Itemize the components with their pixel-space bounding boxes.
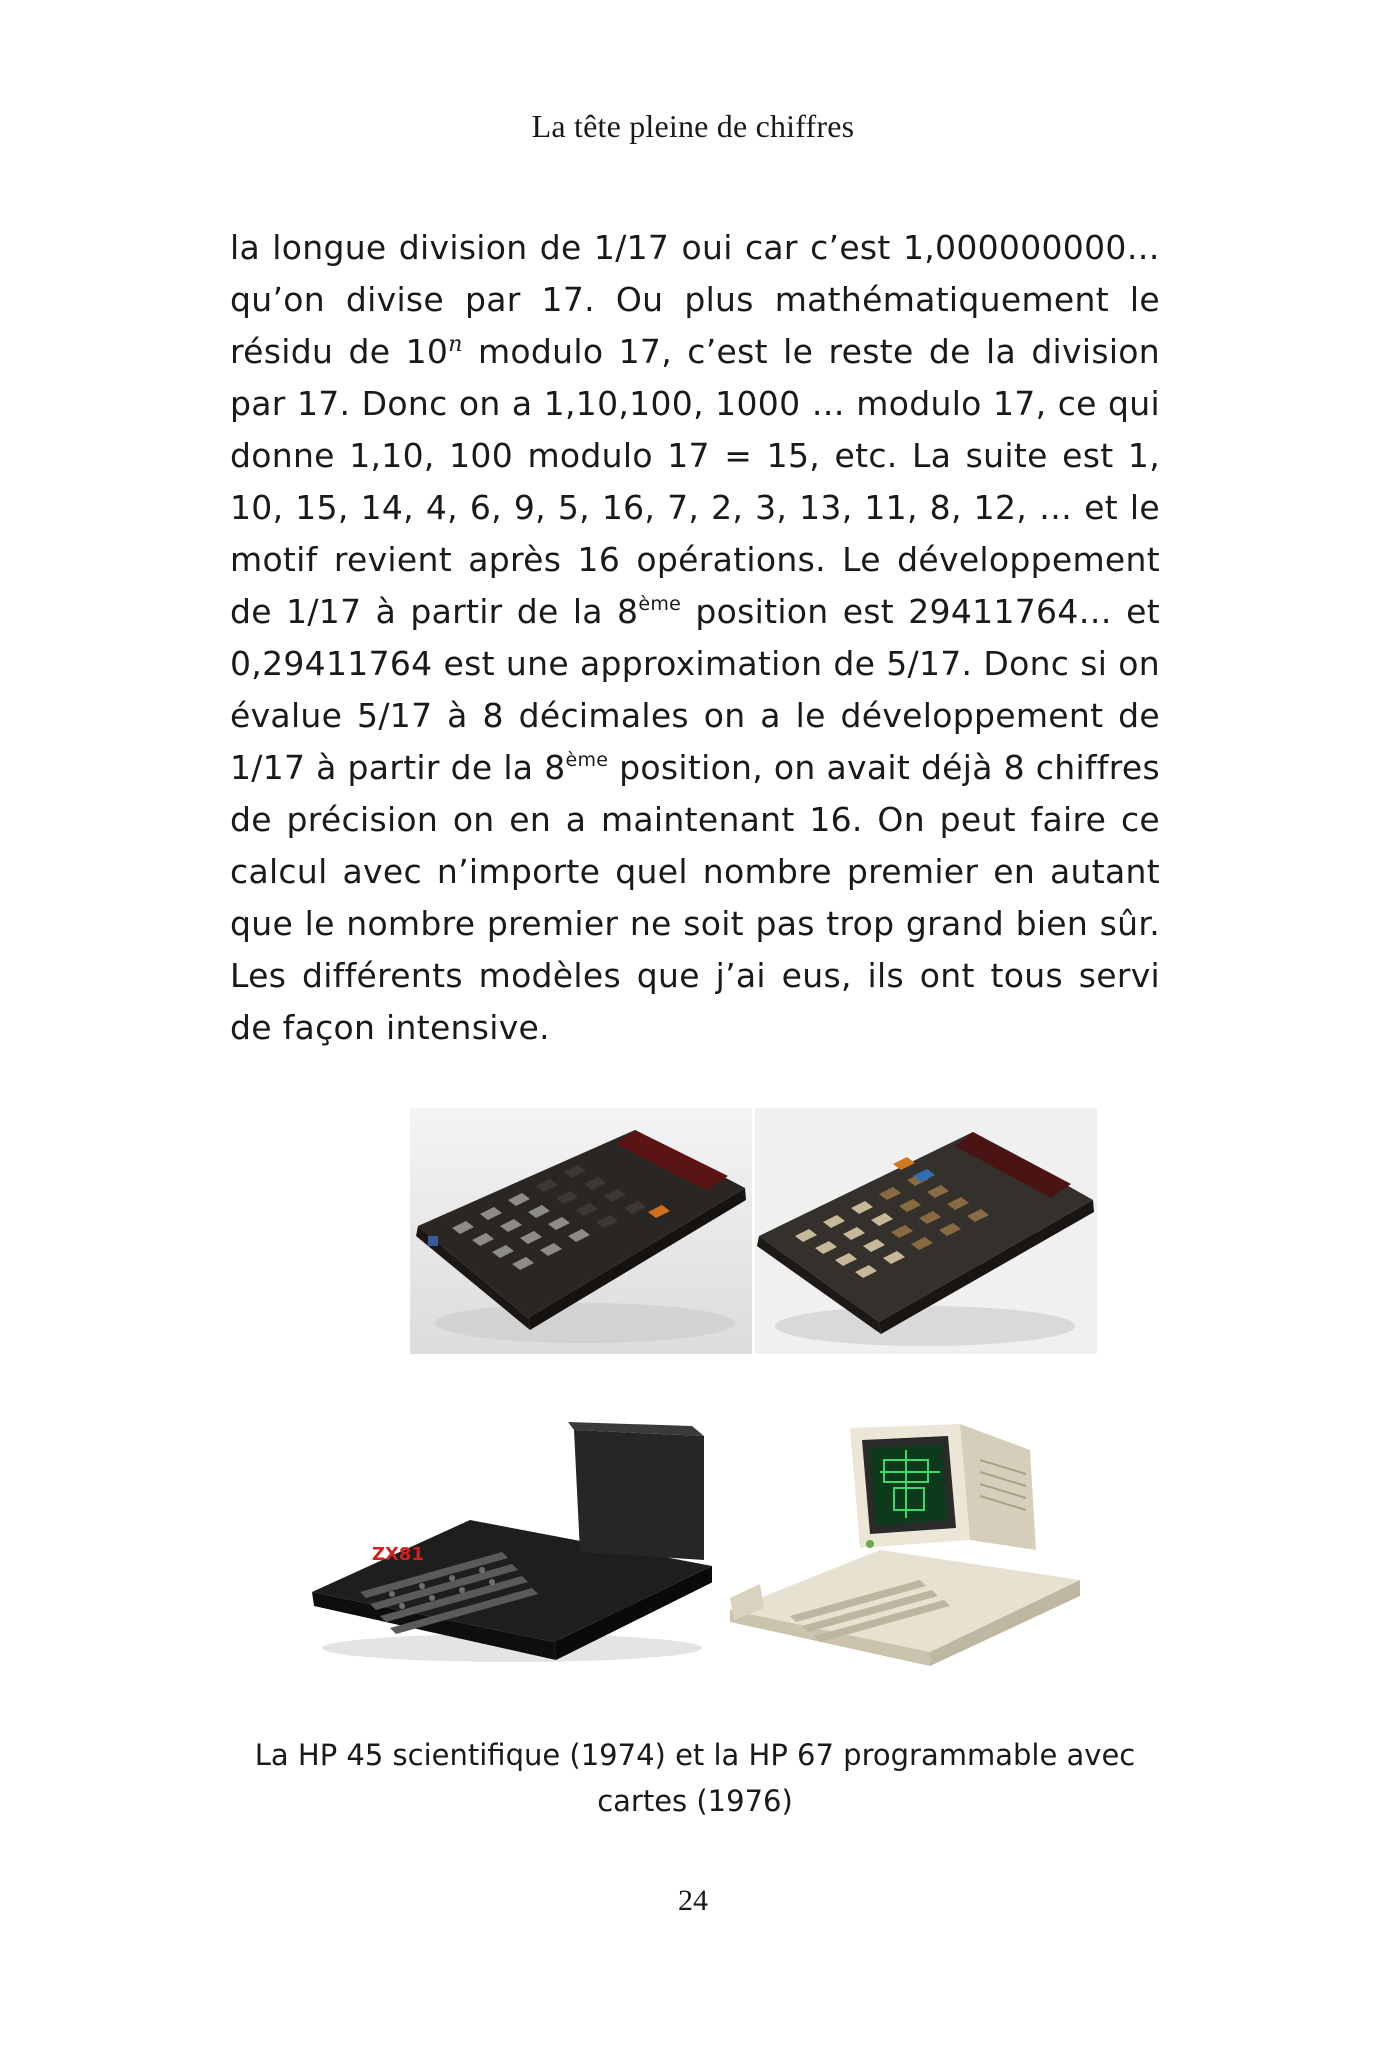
zx81-computer-photo	[312, 1420, 712, 1670]
body-text-part: position, on avait déjà 8 chiffres de précision on en a maintenant 16. On peut faire ce calcul avec n’importe quel nombre premier en autant que le nombre premier ne soit pas trop grand bien sûr. Les différents modèles que j’ai eus, ils ont tous servi de façon intensive.	[230, 748, 1161, 1047]
body-text-part: la longue division de 1/17 oui car c’est 1,000000000… qu’on divise par 17. Ou plus mathématiquement le résidu de 10	[230, 228, 1160, 371]
page-number: 24	[678, 1884, 708, 1917]
running-title: La tête pleine de chiffres	[531, 108, 855, 144]
hp67-calculator-photo	[755, 1108, 1097, 1354]
superscript: ème	[638, 593, 682, 615]
apple-iic-computer-photo	[730, 1420, 1082, 1670]
zx81-logo-text: ZX81	[372, 1544, 424, 1565]
body-text-part: position est 29411764… et 0,29411764 est une approximation de 5/17. Donc si on évalue 5/17 à 8 décimales on a le développement de 1/17 à partir de la 8	[230, 592, 1160, 787]
superscript: ème	[565, 749, 609, 771]
figure-caption: La HP 45 scientifique (1974) et la HP 67 programmable avec cartes (1976)	[254, 1738, 1136, 1818]
exponent: n	[448, 332, 463, 357]
body-text-part: modulo 17, c’est le reste de la division par 17. Donc on a 1,10,100, 1000 … modulo 17, ce qui donne 1,10, 100 modulo 17 = 15, etc. La suite est 1, 10, 15, 14, 4, 6, 9, 5, 16, 7, 2, 3, 13, 11, 8, 12, … et le motif revient après 16 opérations. Le développement de 1/17 à partir de la 8	[230, 332, 1160, 631]
body-paragraph	[230, 222, 1160, 1054]
hp45-calculator-photo	[410, 1108, 752, 1354]
